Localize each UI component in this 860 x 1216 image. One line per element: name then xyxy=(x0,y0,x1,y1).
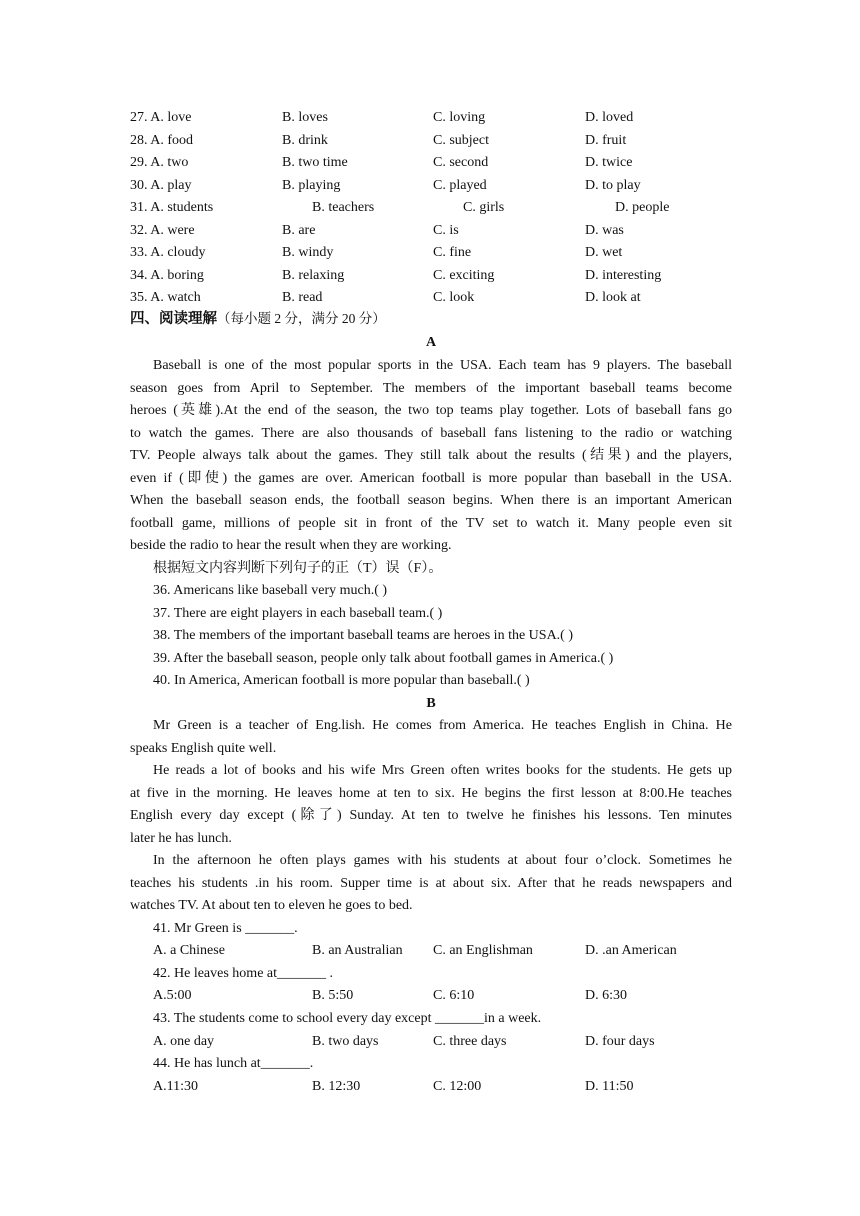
option-b: B. are xyxy=(282,223,316,238)
option-b: B. playing xyxy=(282,178,341,193)
paragraph-line: even if (即使) the games are over. American football is more popular than baseball in the USA. xyxy=(130,471,732,486)
option-d: D. 6:30 xyxy=(585,988,627,1003)
tf-question: 37. There are eight players in each baseball team.( ) xyxy=(153,606,443,621)
paragraph-line: at five in the morning. He leaves home at ten to six. He begins the first lesson at 8:00.He teaches xyxy=(130,786,732,801)
section-subtitle: （每小题 2 分，满分 20 分） xyxy=(217,311,386,326)
option-b: B. relaxing xyxy=(282,268,345,283)
option-a: 33. A. cloudy xyxy=(130,245,206,260)
section-title: 四、阅读理解 xyxy=(130,311,217,327)
option-d: D. loved xyxy=(585,110,634,125)
option-c: C. played xyxy=(433,178,487,193)
option-a: 31. A. students xyxy=(130,200,214,215)
paragraph-line: beside the radio to hear the result when they are working. xyxy=(130,538,452,553)
option-d: D. wet xyxy=(585,245,623,260)
paragraph-line: Baseball is one of the most popular sports in the USA. Each team has 9 players. The baseball xyxy=(153,358,732,373)
option-b: B. 5:50 xyxy=(312,988,354,1003)
paragraph-line: heroes (英雄).At the end of the season, the two top teams play together. Lots of baseball fans go xyxy=(130,403,732,418)
paragraph-line: teaches his students .in his room. Supper time is at about six. After that he reads newspapers and xyxy=(130,876,732,891)
option-d: D. twice xyxy=(585,155,633,170)
passage-b-label: B xyxy=(426,696,436,711)
paragraph-line: TV. People always talk about the games. They still talk about the results (结果) and the players, xyxy=(130,448,732,463)
option-a: A. one day xyxy=(153,1034,215,1049)
question-stem: 44. He has lunch at_______. xyxy=(153,1056,314,1071)
choice-row xyxy=(0,221,860,241)
tf-question: 40. In America, American football is more popular than baseball.( ) xyxy=(153,673,530,688)
option-c: C. second xyxy=(433,155,489,170)
option-b: B. windy xyxy=(282,245,334,260)
option-a: A. a Chinese xyxy=(153,943,225,958)
paragraph-line: watches TV. At about ten to eleven he goes to bed. xyxy=(130,898,413,913)
option-c: C. an Englishman xyxy=(433,943,533,958)
tf-question: 36. Americans like baseball very much.( ) xyxy=(153,583,388,598)
paragraph-line: English every day except (除了) Sunday. At ten to twelve he finishes his lessons. Ten minutes xyxy=(130,808,732,823)
option-a: 27. A. love xyxy=(130,110,192,125)
option-d: D. to play xyxy=(585,178,641,193)
paragraph-line: In the afternoon he often plays games with his students at about four o’clock. Sometimes he xyxy=(153,853,732,868)
tf-question: 39. After the baseball season, people only talk about football games in America.( ) xyxy=(153,651,614,666)
option-a: A.5:00 xyxy=(153,988,192,1003)
question-stem: 41. Mr Green is _______. xyxy=(153,921,298,936)
option-a: 32. A. were xyxy=(130,223,195,238)
answer-row xyxy=(0,1077,860,1097)
choice-row xyxy=(0,176,860,196)
option-d: D. 11:50 xyxy=(585,1079,634,1094)
option-a: 28. A. food xyxy=(130,133,193,148)
question-stem: 42. He leaves home at_______ . xyxy=(153,966,334,981)
option-b: B. teachers xyxy=(312,200,375,215)
paragraph-line: to watch the games. There are also thousands of baseball fans listening to the radio or watching xyxy=(130,426,732,441)
option-b: B. drink xyxy=(282,133,328,148)
answer-row xyxy=(0,986,860,1006)
answer-row xyxy=(0,1032,860,1052)
option-a: 30. A. play xyxy=(130,178,192,193)
option-c: C. look xyxy=(433,290,475,305)
option-d: D. .an American xyxy=(585,943,677,958)
option-d: D. people xyxy=(615,200,670,215)
choice-row xyxy=(0,198,860,218)
option-d: D. look at xyxy=(585,290,641,305)
option-b: B. 12:30 xyxy=(312,1079,361,1094)
option-c: C. three days xyxy=(433,1034,507,1049)
paragraph-line: later he has lunch. xyxy=(130,831,232,846)
passage-a-label: A xyxy=(425,335,437,350)
option-b: B. loves xyxy=(282,110,328,125)
option-c: C. exciting xyxy=(433,268,495,283)
choice-row xyxy=(0,243,860,263)
option-b: B. an Australian xyxy=(312,943,403,958)
choice-row xyxy=(0,108,860,128)
option-b: B. two time xyxy=(282,155,348,170)
option-a: 29. A. two xyxy=(130,155,189,170)
tf-question: 38. The members of the important baseball teams are heroes in the USA.( ) xyxy=(153,628,574,643)
paragraph-line: Mr Green is a teacher of Eng.lish. He comes from America. He teaches English in China. He xyxy=(153,718,732,733)
option-b: B. read xyxy=(282,290,323,305)
option-c: C. subject xyxy=(433,133,489,148)
option-c: C. is xyxy=(433,223,459,238)
option-d: D. interesting xyxy=(585,268,662,283)
option-a: 34. A. boring xyxy=(130,268,204,283)
paragraph-line: He reads a lot of books and his wife Mrs Green often writes books for the students. He gets up xyxy=(153,763,732,778)
option-a: A.11:30 xyxy=(153,1079,198,1094)
option-c: C. loving xyxy=(433,110,486,125)
paragraph-line: football game, millions of people sit in front of the TV set to watch it. Many people even sit xyxy=(130,516,732,531)
choice-row xyxy=(0,288,860,308)
option-d: D. four days xyxy=(585,1034,655,1049)
option-d: D. was xyxy=(585,223,624,238)
choice-row xyxy=(0,266,860,286)
answer-row xyxy=(0,941,860,961)
paragraph-line: When the baseball season ends, the football season begins. When there is an important American xyxy=(130,493,732,508)
question-stem: 43. The students come to school every day except _______in a week. xyxy=(153,1011,542,1026)
option-b: B. two days xyxy=(312,1034,379,1049)
choice-row xyxy=(0,153,860,173)
option-c: C. 6:10 xyxy=(433,988,475,1003)
choice-row xyxy=(0,131,860,151)
option-c: C. 12:00 xyxy=(433,1079,482,1094)
paragraph-line: season goes from April to September. The members of the important baseball teams become xyxy=(130,381,732,396)
paragraph-line: speaks English quite well. xyxy=(130,741,277,756)
section-heading xyxy=(130,309,386,329)
option-c: C. girls xyxy=(463,200,505,215)
tf-instruction: 根据短文内容判断下列句子的正（T）误（F）。 xyxy=(153,561,443,576)
option-a: 35. A. watch xyxy=(130,290,201,305)
option-d: D. fruit xyxy=(585,133,627,148)
option-c: C. fine xyxy=(433,245,472,260)
